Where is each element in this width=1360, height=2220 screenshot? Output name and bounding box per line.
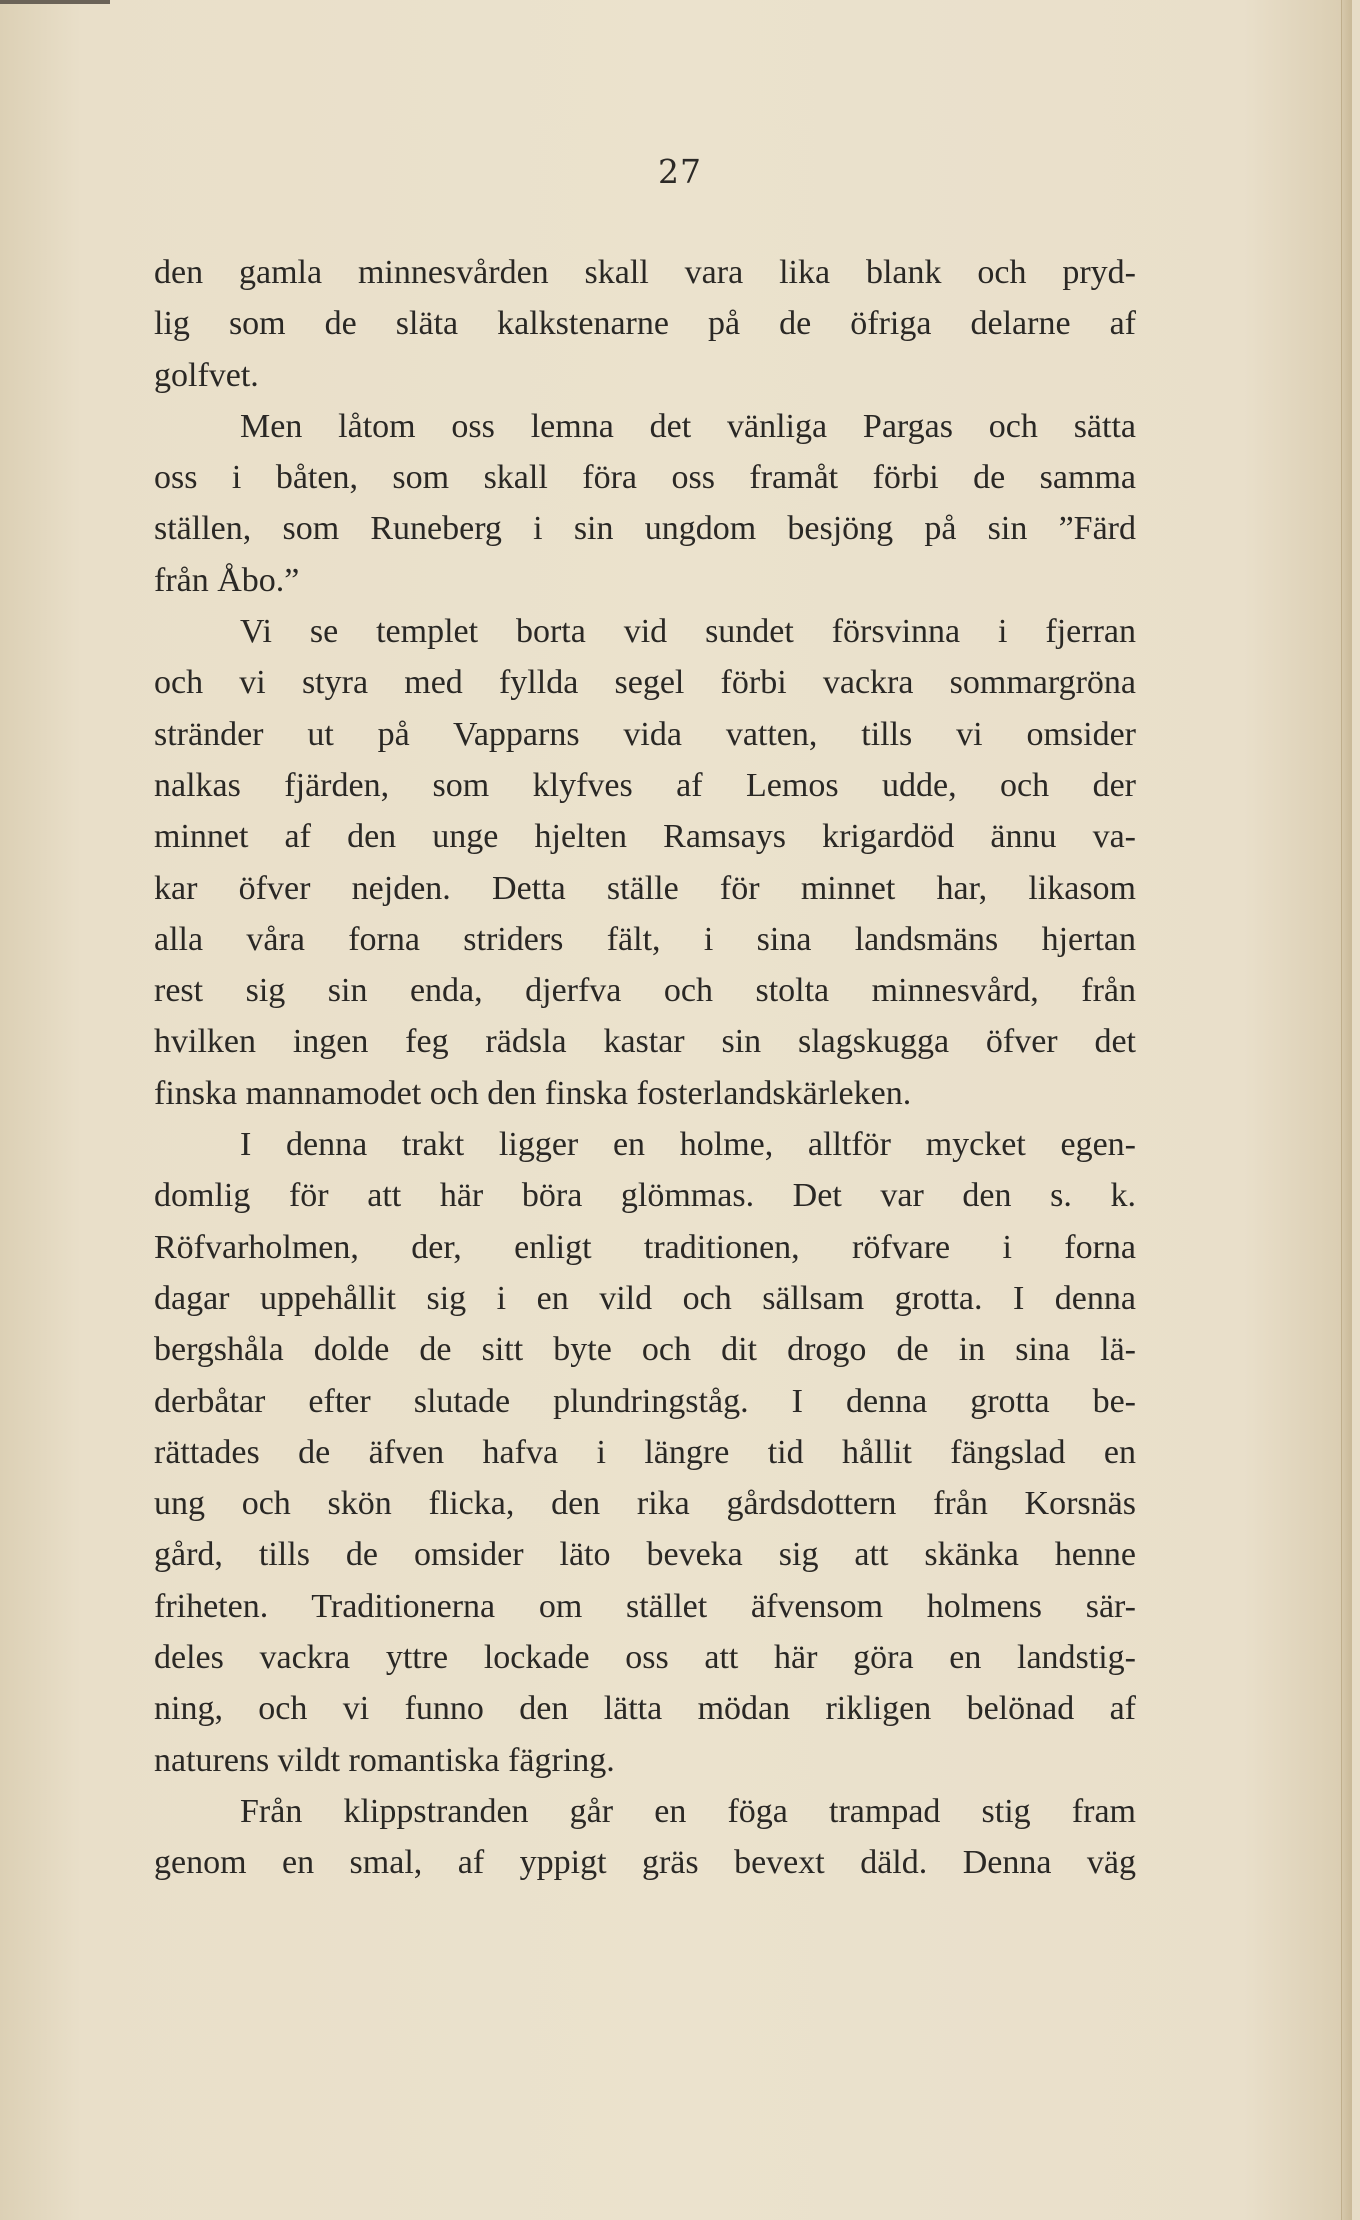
text-line: nalkas fjärden, som klyfves af Lemos udde, och der bbox=[154, 766, 1136, 804]
page-edge bbox=[1341, 0, 1352, 2220]
text-line: deles vackra yttre lockade oss att här göra en landstig- bbox=[154, 1639, 1136, 1677]
text-line: Vi se templet borta vid sundet försvinna i fjerran bbox=[240, 613, 1136, 651]
text-line: rättades de äfven hafva i längre tid hållit fängslad en bbox=[154, 1433, 1136, 1471]
text-line: gård, tills de omsider läto beveka sig att skänka henne bbox=[154, 1536, 1136, 1574]
text-line: I denna trakt ligger en holme, alltför mycket egen- bbox=[240, 1126, 1136, 1164]
text-line: och vi styra med fyllda segel förbi vackra sommargröna bbox=[154, 664, 1136, 702]
text-line: minnet af den unge hjelten Ramsays krigardöd ännu va- bbox=[154, 818, 1136, 856]
text-line: Röfvarholmen, der, enligt traditionen, röfvare i forna bbox=[154, 1228, 1136, 1266]
text-line: Men låtom oss lemna det vänliga Pargas och sätta bbox=[240, 407, 1136, 445]
text-line: derbåtar efter slutade plundringståg. I denna grotta be- bbox=[154, 1382, 1136, 1420]
body-text bbox=[154, 247, 1136, 1889]
text-line: lig som de släta kalkstenarne på de öfriga delarne af bbox=[154, 305, 1136, 343]
text-line: genom en smal, af yppigt gräs bevext däld. Denna väg bbox=[154, 1844, 1136, 1882]
scan-edge-strip bbox=[0, 0, 110, 4]
text-line: dagar uppehållit sig i en vild och sällsam grotta. I denna bbox=[154, 1279, 1136, 1317]
text-line: friheten. Traditionerna om stället äfvensom holmens sär- bbox=[154, 1587, 1136, 1625]
text-line: Från klippstranden går en föga trampad stig fram bbox=[240, 1792, 1136, 1830]
text-line: rest sig sin enda, djerfva och stolta minnesvård, från bbox=[154, 972, 1136, 1010]
text-line: oss i båten, som skall föra oss framåt förbi de samma bbox=[154, 459, 1136, 497]
text-line: den gamla minnesvården skall vara lika blank och pryd- bbox=[154, 254, 1136, 291]
text-line: naturens vildt romantiska fägring. bbox=[154, 1741, 615, 1779]
text-line: finska mannamodet och den finska fosterlandskärleken. bbox=[154, 1074, 912, 1112]
text-line: golfvet. bbox=[154, 356, 259, 394]
text-line: kar öfver nejden. Detta ställe för minnet har, likasom bbox=[154, 869, 1136, 907]
text-line: ställen, som Runeberg i sin ungdom besjöng på sin ”Färd bbox=[154, 510, 1136, 548]
text-line: ung och skön flicka, den rika gårdsdottern från Korsnäs bbox=[154, 1485, 1136, 1523]
text-line: stränder ut på Vapparns vida vatten, tills vi omsider bbox=[154, 715, 1136, 753]
text-line: alla våra forna striders fält, i sina landsmäns hjertan bbox=[154, 920, 1136, 958]
text-line: hvilken ingen feg rädsla kastar sin slagskugga öfver det bbox=[154, 1023, 1136, 1061]
text-line: domlig för att här böra glömmas. Det var den s. k. bbox=[154, 1177, 1136, 1215]
text-line: bergshåla dolde de sitt byte och dit drogo de in sina lä- bbox=[154, 1331, 1136, 1369]
text-line: från Åbo.” bbox=[154, 561, 300, 599]
text-line: ning, och vi funno den lätta mödan rikligen belönad af bbox=[154, 1690, 1136, 1728]
page-number: 27 bbox=[658, 152, 702, 191]
